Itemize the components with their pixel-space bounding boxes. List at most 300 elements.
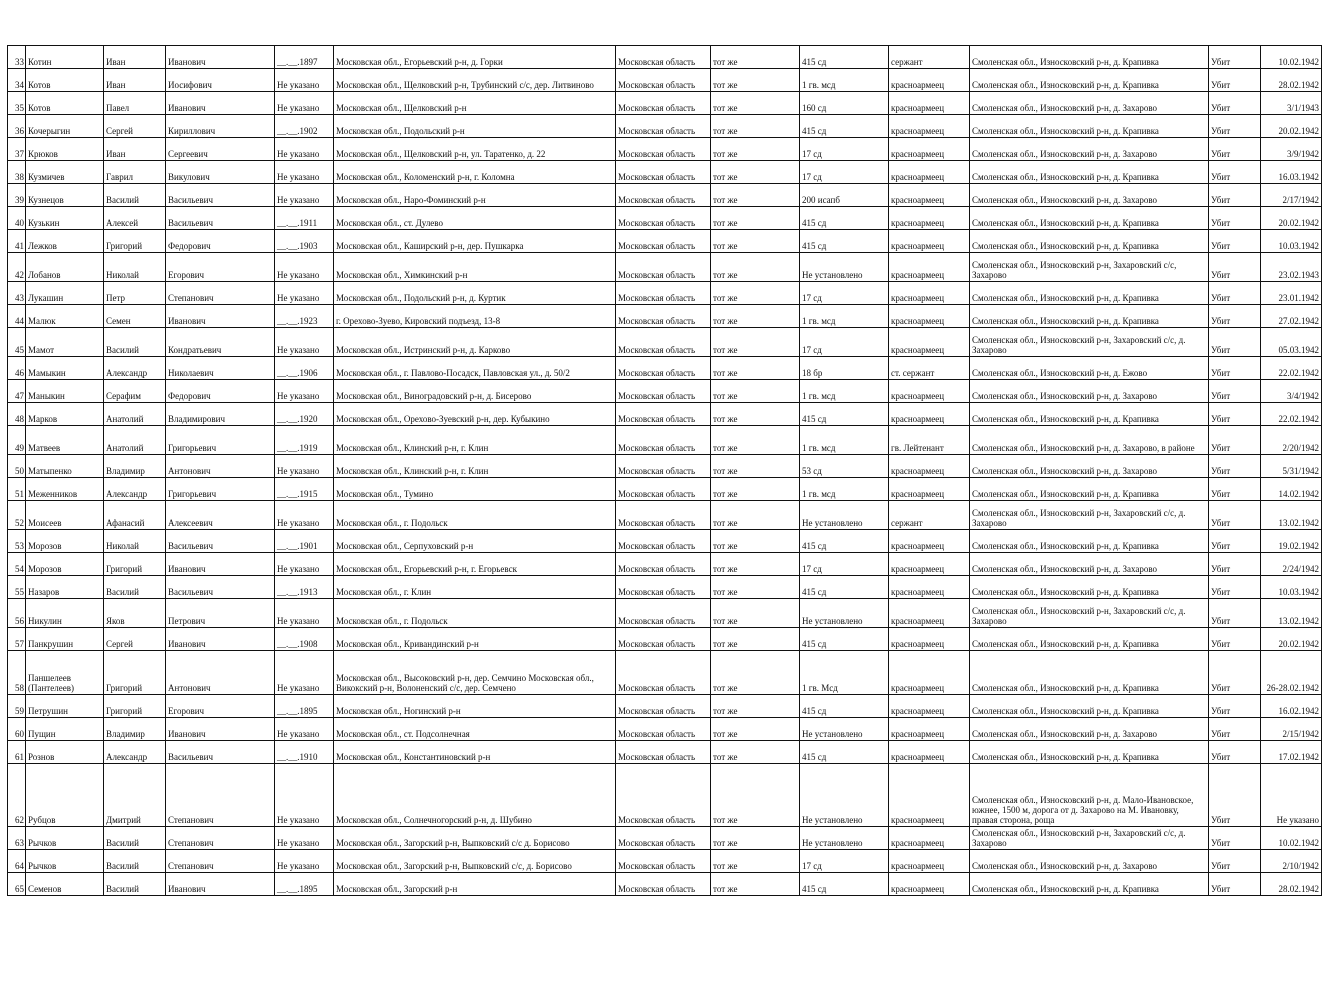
cell-rank: красноармеец [889, 764, 970, 827]
cell-status: Убит [1209, 305, 1261, 328]
cell-birth: Не указано [275, 69, 334, 92]
cell-address: Московская обл., Загорский р-н, Выпковский с/с д. Борисово [334, 827, 616, 850]
cell-patronymic: Григорьевич [166, 478, 275, 501]
cell-rank: гв. Лейтенант [889, 426, 970, 455]
cell-address: Московская обл., Истринский р-н, д. Карково [334, 328, 616, 357]
cell-draft: тот же [711, 628, 800, 651]
cell-num: 54 [8, 553, 26, 576]
cell-draft: тот же [711, 305, 800, 328]
cell-burial: Смоленская обл., Износковский р-н, д. Крапивка [970, 695, 1209, 718]
cell-address: Московская обл., Клинский р-н, г. Клин [334, 426, 616, 455]
cell-num: 63 [8, 827, 26, 850]
cell-rank: красноармеец [889, 455, 970, 478]
cell-date: 27.02.1942 [1261, 305, 1322, 328]
cell-draft: тот же [711, 328, 800, 357]
cell-burial: Смоленская обл., Износковский р-н, д. Крапивка [970, 530, 1209, 553]
cell-address: Московская обл., ст. Дулево [334, 207, 616, 230]
cell-address: Московская обл., Ногинский р-н [334, 695, 616, 718]
cell-birth: __.__.1920 [275, 403, 334, 426]
table-row [8, 138, 1322, 161]
cell-status: Убит [1209, 850, 1261, 873]
table-row [8, 628, 1322, 651]
burial-list-table [7, 45, 1322, 896]
cell-draft: тот же [711, 478, 800, 501]
cell-region: Московская область [616, 651, 711, 695]
cell-region: Московская область [616, 46, 711, 69]
cell-last: Моисеев [26, 501, 104, 530]
cell-region: Московская область [616, 553, 711, 576]
cell-unit: 17 сд [800, 850, 889, 873]
cell-birth: __.__.1901 [275, 530, 334, 553]
cell-patronymic: Иванович [166, 628, 275, 651]
cell-first: Иван [104, 69, 166, 92]
cell-last: Пущин [26, 718, 104, 741]
cell-first: Александр [104, 478, 166, 501]
cell-patronymic: Иванович [166, 46, 275, 69]
table-row [8, 184, 1322, 207]
cell-first: Григорий [104, 230, 166, 253]
cell-burial: Смоленская обл., Износковский р-н, Захаровский с/с, Захарово [970, 253, 1209, 282]
cell-region: Московская область [616, 426, 711, 455]
cell-date: 2/24/1942 [1261, 553, 1322, 576]
cell-region: Московская область [616, 92, 711, 115]
table-row [8, 69, 1322, 92]
cell-first: Николай [104, 530, 166, 553]
cell-birth: __.__.1911 [275, 207, 334, 230]
cell-num: 44 [8, 305, 26, 328]
cell-birth: Не указано [275, 553, 334, 576]
cell-last: Никулин [26, 599, 104, 628]
table-row [8, 92, 1322, 115]
cell-status: Убит [1209, 253, 1261, 282]
cell-burial: Смоленская обл., Износковский р-н, д. Захарово [970, 455, 1209, 478]
cell-address: Московская обл., Серпуховский р-н [334, 530, 616, 553]
cell-address: Московская обл., г. Подольск [334, 599, 616, 628]
cell-region: Московская область [616, 599, 711, 628]
cell-birth: Не указано [275, 380, 334, 403]
cell-unit: 415 сд [800, 230, 889, 253]
cell-date: 3/9/1942 [1261, 138, 1322, 161]
cell-last: Малюк [26, 305, 104, 328]
cell-birth: __.__.1903 [275, 230, 334, 253]
cell-rank: красноармеец [889, 553, 970, 576]
cell-address: Московская обл., Тумино [334, 478, 616, 501]
cell-address: Московская обл., Щелковский р-н, ул. Таратенко, д. 22 [334, 138, 616, 161]
cell-last: Котов [26, 69, 104, 92]
cell-first: Николай [104, 253, 166, 282]
cell-num: 64 [8, 850, 26, 873]
cell-draft: тот же [711, 501, 800, 530]
cell-last: Котов [26, 92, 104, 115]
cell-burial: Смоленская обл., Износковский р-н, д. Крапивка [970, 282, 1209, 305]
cell-unit: 53 сд [800, 455, 889, 478]
cell-date: 22.02.1942 [1261, 403, 1322, 426]
cell-unit: 17 сд [800, 282, 889, 305]
cell-burial: Смоленская обл., Износковский р-н, д. Крапивка [970, 305, 1209, 328]
cell-unit: 17 сд [800, 138, 889, 161]
cell-rank: красноармеец [889, 576, 970, 599]
cell-first: Петр [104, 282, 166, 305]
cell-burial: Смоленская обл., Износковский р-н, д. Захарово, в районе [970, 426, 1209, 455]
cell-birth: Не указано [275, 651, 334, 695]
cell-first: Сергей [104, 115, 166, 138]
table-row [8, 282, 1322, 305]
cell-date: 14.02.1942 [1261, 478, 1322, 501]
cell-unit: 160 сд [800, 92, 889, 115]
cell-address: Московская обл., Подольский р-н, д. Куртик [334, 282, 616, 305]
cell-draft: тот же [711, 718, 800, 741]
cell-address: Московская обл., Коломенский р-н, г. Коломна [334, 161, 616, 184]
cell-status: Убит [1209, 599, 1261, 628]
cell-region: Московская область [616, 305, 711, 328]
cell-address: Московская обл., Егорьевский р-н, д. Горки [334, 46, 616, 69]
cell-last: Лукашин [26, 282, 104, 305]
cell-last: Паншелеев (Пантелеев) [26, 651, 104, 695]
table-row [8, 695, 1322, 718]
cell-address: Московская обл., Егорьевский р-н, г. Егорьевск [334, 553, 616, 576]
cell-region: Московская область [616, 764, 711, 827]
cell-rank: красноармеец [889, 115, 970, 138]
cell-status: Убит [1209, 380, 1261, 403]
cell-patronymic: Егорович [166, 695, 275, 718]
cell-status: Убит [1209, 328, 1261, 357]
cell-region: Московская область [616, 115, 711, 138]
cell-date: 16.02.1942 [1261, 695, 1322, 718]
cell-last: Котин [26, 46, 104, 69]
cell-rank: красноармеец [889, 69, 970, 92]
cell-unit: 415 сд [800, 628, 889, 651]
cell-unit: 415 сд [800, 403, 889, 426]
cell-region: Московская область [616, 628, 711, 651]
cell-last: Панкрушин [26, 628, 104, 651]
cell-burial: Смоленская обл., Износковский р-н, д. Крапивка [970, 161, 1209, 184]
cell-draft: тот же [711, 253, 800, 282]
cell-patronymic: Федорович [166, 380, 275, 403]
cell-region: Московская область [616, 138, 711, 161]
table-row [8, 403, 1322, 426]
cell-rank: красноармеец [889, 380, 970, 403]
cell-date: 23.02.1943 [1261, 253, 1322, 282]
cell-address: Московская обл., г. Павлово-Посадск, Павловская ул., д. 50/2 [334, 357, 616, 380]
cell-region: Московская область [616, 403, 711, 426]
cell-unit: Не установлено [800, 599, 889, 628]
cell-first: Дмитрий [104, 764, 166, 827]
cell-unit: Не установлено [800, 253, 889, 282]
cell-region: Московская область [616, 741, 711, 764]
cell-patronymic: Петрович [166, 599, 275, 628]
cell-last: Рычков [26, 827, 104, 850]
cell-address: Московская обл., Щелковский р-н, Трубинский с/с, дер. Литвиново [334, 69, 616, 92]
cell-burial: Смоленская обл., Износковский р-н, д. Крапивка [970, 741, 1209, 764]
cell-patronymic: Васильевич [166, 207, 275, 230]
cell-region: Московская область [616, 455, 711, 478]
cell-birth: __.__.1919 [275, 426, 334, 455]
cell-last: Рычков [26, 850, 104, 873]
cell-num: 55 [8, 576, 26, 599]
cell-burial: Смоленская обл., Износковский р-н, д. Крапивка [970, 69, 1209, 92]
cell-burial: Смоленская обл., Износковский р-н, д. Крапивка [970, 873, 1209, 896]
cell-region: Московская область [616, 576, 711, 599]
cell-last: Меженников [26, 478, 104, 501]
cell-burial: Смоленская обл., Износковский р-н, д. Мало-Ивановское, южнее, 1500 м, дорога от д. Захарово на М. Ивановку, правая сторона, роща [970, 764, 1209, 827]
cell-status: Убит [1209, 695, 1261, 718]
cell-unit: 1 гв. Мсд [800, 651, 889, 695]
cell-rank: красноармеец [889, 873, 970, 896]
cell-first: Сергей [104, 628, 166, 651]
cell-date: 10.03.1942 [1261, 230, 1322, 253]
cell-draft: тот же [711, 230, 800, 253]
cell-rank: красноармеец [889, 530, 970, 553]
cell-draft: тот же [711, 651, 800, 695]
cell-last: Рубцов [26, 764, 104, 827]
table-row [8, 380, 1322, 403]
cell-first: Иван [104, 46, 166, 69]
cell-status: Убит [1209, 827, 1261, 850]
cell-burial: Смоленская обл., Износковский р-н, д. Крапивка [970, 46, 1209, 69]
cell-last: Морозов [26, 553, 104, 576]
cell-status: Убит [1209, 92, 1261, 115]
cell-rank: ст. сержант [889, 357, 970, 380]
cell-unit: Не установлено [800, 827, 889, 850]
cell-patronymic: Иванович [166, 718, 275, 741]
cell-rank: красноармеец [889, 328, 970, 357]
table-row [8, 530, 1322, 553]
cell-num: 34 [8, 69, 26, 92]
cell-num: 41 [8, 230, 26, 253]
cell-draft: тот же [711, 827, 800, 850]
cell-unit: 415 сд [800, 873, 889, 896]
cell-patronymic: Иванович [166, 553, 275, 576]
cell-address: Московская обл., ст. Подсолнечная [334, 718, 616, 741]
cell-num: 42 [8, 253, 26, 282]
cell-date: 3/4/1942 [1261, 380, 1322, 403]
cell-burial: Смоленская обл., Износковский р-н, д. Захарово [970, 850, 1209, 873]
cell-first: Анатолий [104, 426, 166, 455]
cell-first: Василий [104, 328, 166, 357]
cell-rank: красноармеец [889, 282, 970, 305]
cell-region: Московская область [616, 501, 711, 530]
cell-date: 20.02.1942 [1261, 115, 1322, 138]
cell-birth: __.__.1902 [275, 115, 334, 138]
cell-rank: красноармеец [889, 741, 970, 764]
cell-num: 49 [8, 426, 26, 455]
table-row [8, 576, 1322, 599]
cell-last: Маныкин [26, 380, 104, 403]
cell-patronymic: Сергеевич [166, 138, 275, 161]
cell-burial: Смоленская обл., Износковский р-н, д. Крапивка [970, 628, 1209, 651]
cell-burial: Смоленская обл., Износковский р-н, д. Захарово [970, 718, 1209, 741]
cell-patronymic: Степанович [166, 850, 275, 873]
table-row [8, 850, 1322, 873]
cell-status: Убит [1209, 553, 1261, 576]
cell-first: Василий [104, 184, 166, 207]
cell-birth: Не указано [275, 501, 334, 530]
cell-draft: тот же [711, 184, 800, 207]
cell-first: Григорий [104, 553, 166, 576]
cell-rank: красноармеец [889, 850, 970, 873]
cell-birth: __.__.1915 [275, 478, 334, 501]
cell-draft: тот же [711, 599, 800, 628]
cell-region: Московская область [616, 718, 711, 741]
table-body [8, 46, 1322, 896]
cell-first: Алексей [104, 207, 166, 230]
cell-rank: красноармеец [889, 138, 970, 161]
cell-date: 5/31/1942 [1261, 455, 1322, 478]
cell-address: Московская обл., Подольский р-н [334, 115, 616, 138]
cell-unit: 415 сд [800, 695, 889, 718]
cell-rank: красноармеец [889, 305, 970, 328]
cell-region: Московская область [616, 827, 711, 850]
cell-status: Убит [1209, 764, 1261, 827]
cell-date: 10.03.1942 [1261, 576, 1322, 599]
cell-unit: 1 гв. мсд [800, 305, 889, 328]
cell-first: Анатолий [104, 403, 166, 426]
cell-burial: Смоленская обл., Износковский р-н, д. Крапивка [970, 207, 1209, 230]
cell-num: 40 [8, 207, 26, 230]
cell-date: 16.03.1942 [1261, 161, 1322, 184]
cell-address: Московская обл., г. Подольск [334, 501, 616, 530]
cell-last: Петрушин [26, 695, 104, 718]
table-row [8, 46, 1322, 69]
cell-status: Убит [1209, 46, 1261, 69]
cell-unit: 18 бр [800, 357, 889, 380]
cell-status: Убит [1209, 478, 1261, 501]
cell-birth: __.__.1895 [275, 695, 334, 718]
cell-num: 35 [8, 92, 26, 115]
table-row [8, 253, 1322, 282]
cell-unit: 1 гв. мсд [800, 69, 889, 92]
cell-birth: Не указано [275, 253, 334, 282]
cell-num: 33 [8, 46, 26, 69]
cell-patronymic: Кондратьевич [166, 328, 275, 357]
cell-first: Василий [104, 873, 166, 896]
cell-birth: __.__.1897 [275, 46, 334, 69]
cell-status: Убит [1209, 873, 1261, 896]
cell-first: Владимир [104, 718, 166, 741]
cell-rank: красноармеец [889, 599, 970, 628]
cell-patronymic: Иванович [166, 92, 275, 115]
cell-rank: красноармеец [889, 651, 970, 695]
cell-birth: Не указано [275, 455, 334, 478]
cell-status: Убит [1209, 426, 1261, 455]
cell-date: 2/15/1942 [1261, 718, 1322, 741]
cell-num: 53 [8, 530, 26, 553]
cell-first: Александр [104, 357, 166, 380]
cell-date: 2/17/1942 [1261, 184, 1322, 207]
cell-rank: красноармеец [889, 92, 970, 115]
cell-status: Убит [1209, 403, 1261, 426]
cell-status: Убит [1209, 282, 1261, 305]
cell-unit: 415 сд [800, 741, 889, 764]
table-row [8, 305, 1322, 328]
cell-num: 58 [8, 651, 26, 695]
cell-last: Мамыкин [26, 357, 104, 380]
cell-burial: Смоленская обл., Износковский р-н, Захаровский с/с, д. Захарово [970, 599, 1209, 628]
cell-date: 28.02.1942 [1261, 873, 1322, 896]
cell-last: Кузмичев [26, 161, 104, 184]
cell-num: 48 [8, 403, 26, 426]
cell-num: 36 [8, 115, 26, 138]
cell-birth: Не указано [275, 599, 334, 628]
cell-burial: Смоленская обл., Износковский р-н, Захаровский с/с, д. Захарово [970, 827, 1209, 850]
cell-birth: __.__.1923 [275, 305, 334, 328]
cell-last: Кузькин [26, 207, 104, 230]
cell-status: Убит [1209, 530, 1261, 553]
cell-patronymic: Егорович [166, 253, 275, 282]
cell-first: Яков [104, 599, 166, 628]
cell-patronymic: Иванович [166, 873, 275, 896]
cell-last: Марков [26, 403, 104, 426]
cell-draft: тот же [711, 553, 800, 576]
cell-unit: 17 сд [800, 553, 889, 576]
cell-first: Александр [104, 741, 166, 764]
cell-draft: тот же [711, 282, 800, 305]
cell-num: 65 [8, 873, 26, 896]
table-row [8, 827, 1322, 850]
cell-region: Московская область [616, 253, 711, 282]
cell-date: 22.02.1942 [1261, 357, 1322, 380]
cell-birth: Не указано [275, 282, 334, 305]
cell-status: Убит [1209, 741, 1261, 764]
cell-unit: Не установлено [800, 718, 889, 741]
cell-status: Убит [1209, 184, 1261, 207]
cell-region: Московская область [616, 695, 711, 718]
cell-unit: 415 сд [800, 530, 889, 553]
cell-num: 51 [8, 478, 26, 501]
cell-last: Назаров [26, 576, 104, 599]
cell-status: Убит [1209, 138, 1261, 161]
cell-patronymic: Степанович [166, 282, 275, 305]
cell-draft: тот же [711, 850, 800, 873]
cell-num: 59 [8, 695, 26, 718]
cell-region: Московская область [616, 282, 711, 305]
table-row [8, 873, 1322, 896]
cell-status: Убит [1209, 161, 1261, 184]
cell-burial: Смоленская обл., Износковский р-н, Захаровский с/с, д. Захарово [970, 328, 1209, 357]
cell-birth: Не указано [275, 184, 334, 207]
table-row [8, 230, 1322, 253]
cell-address: Московская обл., Наро-Фоминский р-н [334, 184, 616, 207]
cell-num: 43 [8, 282, 26, 305]
cell-burial: Смоленская обл., Износковский р-н, д. Крапивка [970, 403, 1209, 426]
cell-date: 19.02.1942 [1261, 530, 1322, 553]
cell-num: 47 [8, 380, 26, 403]
cell-first: Гаврил [104, 161, 166, 184]
cell-status: Убит [1209, 628, 1261, 651]
cell-patronymic: Васильевич [166, 530, 275, 553]
cell-patronymic: Алексеевич [166, 501, 275, 530]
table-row [8, 501, 1322, 530]
cell-region: Московская область [616, 530, 711, 553]
cell-address: Московская обл., Клинский р-н, г. Клин [334, 455, 616, 478]
cell-date: 3/1/1943 [1261, 92, 1322, 115]
cell-unit: 415 сд [800, 576, 889, 599]
cell-status: Убит [1209, 207, 1261, 230]
cell-address: Московская обл., Орехово-Зуевский р-н, дер. Кубыкино [334, 403, 616, 426]
cell-first: Василий [104, 827, 166, 850]
cell-draft: тот же [711, 530, 800, 553]
cell-rank: красноармеец [889, 403, 970, 426]
cell-status: Убит [1209, 576, 1261, 599]
cell-unit: 17 сд [800, 161, 889, 184]
cell-burial: Смоленская обл., Износковский р-н, д. Захарово [970, 92, 1209, 115]
cell-num: 39 [8, 184, 26, 207]
table-row [8, 718, 1322, 741]
cell-birth: Не указано [275, 161, 334, 184]
cell-last: Мамот [26, 328, 104, 357]
cell-draft: тот же [711, 426, 800, 455]
cell-last: Кузнецов [26, 184, 104, 207]
